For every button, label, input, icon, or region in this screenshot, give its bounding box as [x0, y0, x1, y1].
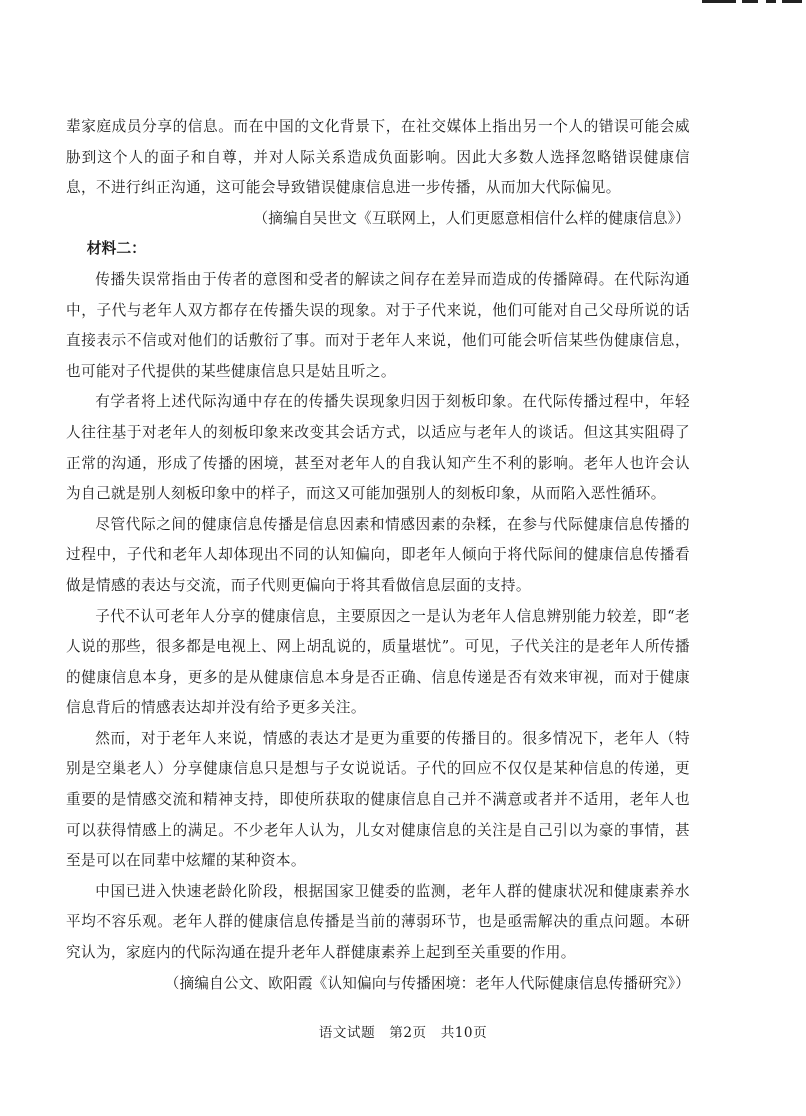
page-top-marks — [696, 0, 806, 8]
paragraph-3: 尽管代际之间的健康信息传播是信息因素和情感因素的杂糅，在参与代际健康信息传播的过程中，子代和老年人却体现出不同的认知偏向，即老年人倾向于将代际间的健康信息传播看做是情感的表达与交流，而子代则更偏向于将其看做信息层面的支持。 — [66, 515, 690, 594]
paragraph-5: 然而，对于老年人来说，情感的表达才是更为重要的传播目的。很多情况下，老年人（特别是空巢老人）分享健康信息只是想与子女说说话。子代的回应不仅仅是某种信息的传递，更重要的是情感交流和精神支持，即使所获取的健康信息自己并不满意或者并不适用，老年人也可以获得情感上的满足。不少老年人认为，儿女对健康信息的关注是自己引以为豪的事情，甚至是可以在同辈中炫耀的某种资本。 — [66, 729, 690, 870]
source-citation-1: （摘编自吴世文《互联网上，人们更愿意相信什么样的健康信息》） — [253, 209, 690, 227]
page-footer: 语文试题 第2页 共10页 — [318, 1025, 488, 1041]
source-citation-2: （摘编自公文、欧阳霞《认知偏向与传播困境：老年人代际健康信息传播研究》） — [164, 974, 690, 992]
document-body — [66, 112, 690, 999]
continuation-paragraph: 辈家庭成员分享的信息。而在中国的文化背景下，在社交媒体上指出另一个人的错误可能会威胁到这个人的面子和自尊，并对人际关系造成负面影响。因此大多数人选择忽略错误健康信息，不进行纠正沟通，这可能会导致错误健康信息进一步传播，从而加大代际偏见。 — [66, 118, 690, 197]
paragraph-6: 中国已进入快速老龄化阶段，根据国家卫健委的监测，老年人群的健康状况和健康素养水平均不容乐观。老年人群的健康信息传播是当前的薄弱环节，也是亟需解决的重点问题。本研究认为，家庭内的代际沟通在提升老年人群健康素养上起到至关重要的作用。 — [66, 882, 690, 962]
material-2-heading: 材料二： — [86, 240, 146, 258]
paragraph-1: 传播失误常指由于传者的意图和受者的解读之间存在差异而造成的传播障碍。在代际沟通中，子代与老年人双方都存在传播失误的现象。对于子代来说，他们可能对自己父母所说的话直接表示不信或对他们的话敷衍了事。而对于老年人来说，他们可能会听信某些伪健康信息，也可能对子代提供的某些健康信息只是姑且听之。 — [66, 270, 690, 380]
paragraph-2: 有学者将上述代际沟通中存在的传播失误现象归因于刻板印象。在代际传播过程中，年轻人往往基于对老年人的刻板印象来改变其会话方式，以适应与老年人的谈话。但这其实阻碍了正常的沟通，形成了传播的困境，甚至对老年人的自我认知产生不利的影响。老年人也许会认为自己就是别人刻板印象中的样子，而这又可能加强别人的刻板印象，从而陷入恶性循环。 — [66, 393, 690, 503]
paragraph-4: 子代不认可老年人分享的健康信息，主要原因之一是认为老年人信息辨别能力较差，即“老人说的那些，很多都是电视上、网上胡乱说的，质量堪忧”。可见，子代关注的是老年人所传播的健康信息本身，更多的是从健康信息本身是否正确、信息传递是否有效来审视，而对于健康信息背后的情感表达却并没有给予更多关注。 — [66, 607, 690, 717]
